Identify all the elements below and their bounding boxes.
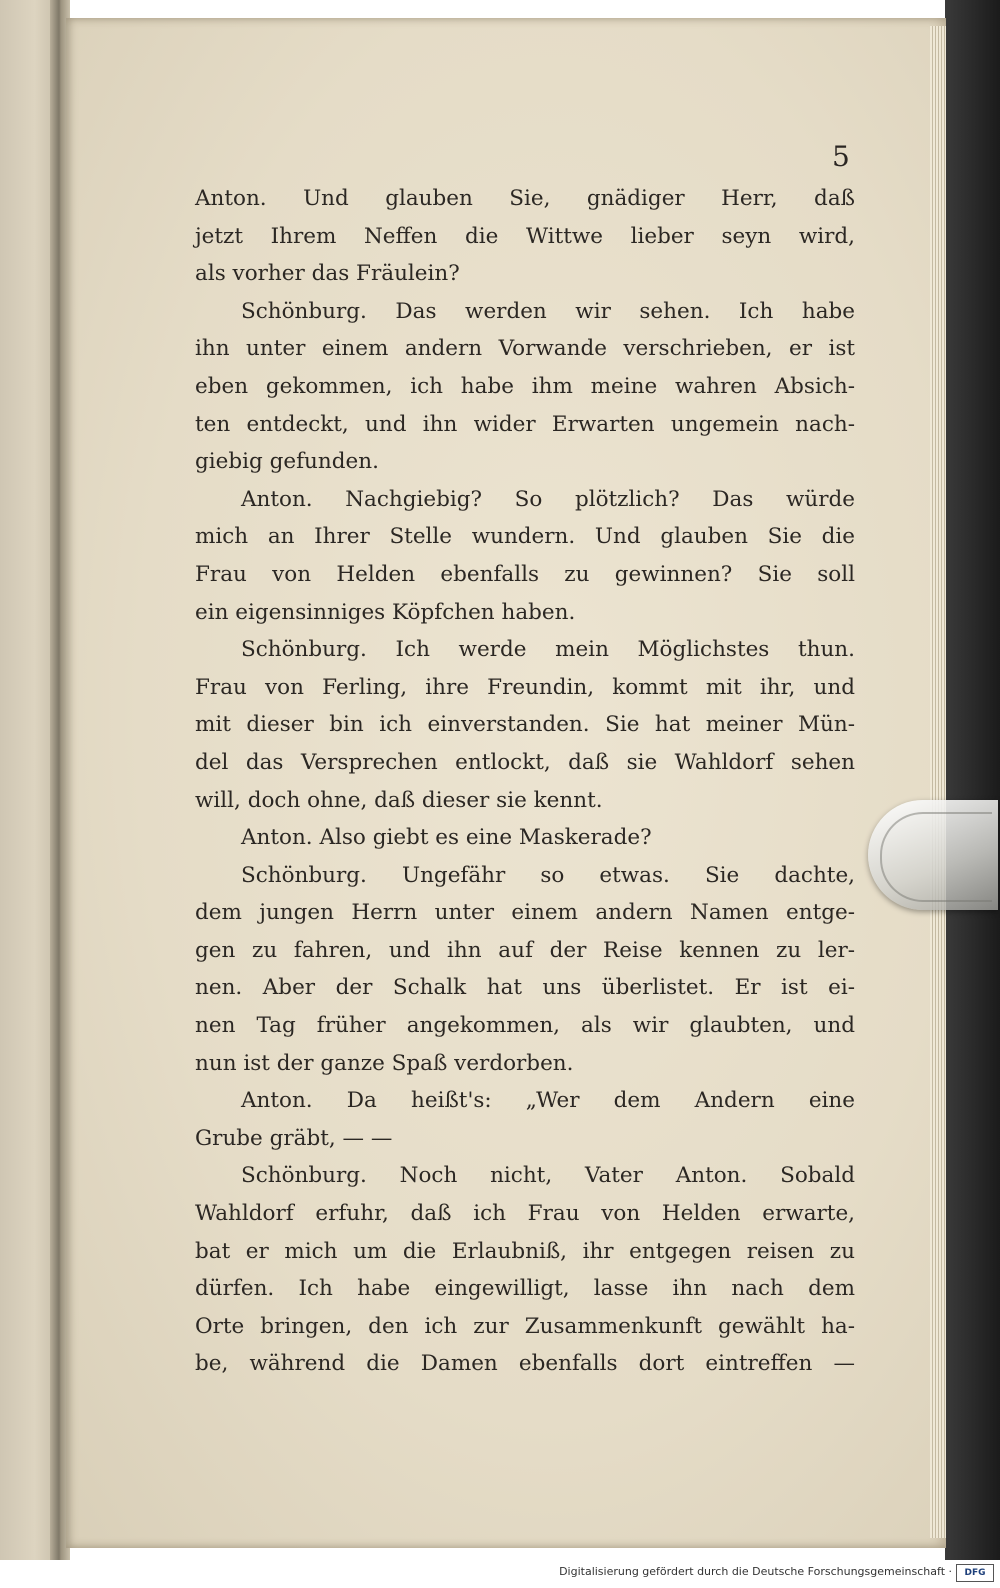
text-line: Anton. Nachgiebig? So plötzlich? Das würde	[241, 486, 855, 512]
text-line: bat er mich um die Erlaubniß, ihr entgegen reisen zu	[195, 1238, 855, 1264]
text-line: del das Versprechen entlockt, daß sie Wahldorf sehen	[195, 749, 855, 775]
text-line: Anton. Und glauben Sie, gnädiger Herr, daß	[195, 186, 855, 211]
text-line: mit dieser bin ich einverstanden. Sie hat meiner Mün-	[195, 712, 855, 738]
text-line: dem jungen Herrn unter einem andern Namen entge-	[195, 900, 855, 926]
page-number: 5	[832, 140, 850, 173]
text-line: mich an Ihrer Stelle wundern. Und glauben Sie die	[195, 524, 855, 550]
text-line: ein eigensinniges Köpfchen haben.	[195, 599, 576, 625]
text-line: Wahldorf erfuhr, daß ich Frau von Helden erwarte,	[195, 1201, 855, 1227]
text-line: Schönburg. Ich werde mein Möglichstes thun.	[241, 637, 855, 663]
text-line: eben gekommen, ich habe ihm meine wahren Absich-	[195, 373, 855, 399]
text-line: Frau von Ferling, ihre Freundin, kommt mit ihr, und	[195, 674, 855, 700]
text-line: Grube gräbt, — —	[195, 1125, 393, 1151]
text-line: ten entdeckt, und ihn wider Erwarten ungemein nach-	[195, 411, 855, 437]
text-line: Anton. Da heißt's: „Wer dem Andern eine	[241, 1088, 855, 1114]
text-line: Schönburg. Ungefähr so etwas. Sie dachte,	[241, 862, 855, 888]
text-line: will, doch ohne, daß dieser sie kennt.	[195, 787, 603, 813]
scanner-background	[945, 0, 1000, 1560]
text-line: Anton. Also giebt es eine Maskerade?	[241, 825, 652, 851]
page-stack-edge	[930, 26, 946, 1538]
text-line: ihn unter einem andern Vorwande verschrieben, er ist	[195, 336, 855, 362]
dfg-logo: DFG	[956, 1564, 994, 1582]
text-line: be, während die Damen ebenfalls dort eintreffen —	[195, 1351, 855, 1377]
page-text	[195, 180, 855, 1383]
text-line: nen Tag früher angekommen, als wir glaubten, und	[195, 1013, 855, 1039]
glass-page-weight-rim	[880, 812, 992, 902]
text-line: Schönburg. Noch nicht, Vater Anton. Sobald	[241, 1163, 855, 1189]
text-line: jetzt Ihrem Neffen die Wittwe lieber seyn wird,	[195, 223, 855, 249]
text-line: giebig gefunden.	[195, 449, 379, 475]
text-line: Orte bringen, den ich zur Zusammenkunft gewählt ha-	[195, 1313, 855, 1339]
text-line: Frau von Helden ebenfalls zu gewinnen? Sie soll	[195, 561, 855, 587]
text-line: gen zu fahren, und ihn auf der Reise kennen zu ler-	[195, 937, 855, 963]
text-line: dürfen. Ich habe eingewilligt, lasse ihn nach dem	[195, 1276, 855, 1302]
text-line: nen. Aber der Schalk hat uns überlistet. Er ist ei-	[195, 975, 855, 1001]
text-line: Schönburg. Das werden wir sehen. Ich habe	[241, 298, 855, 324]
text-line: als vorher das Fräulein?	[195, 261, 460, 287]
text-line: nun ist der ganze Spaß verdorben.	[195, 1050, 574, 1076]
digitization-credit: Digitalisierung gefördert durch die Deutsche Forschungsgemeinschaft ·	[559, 1565, 952, 1578]
